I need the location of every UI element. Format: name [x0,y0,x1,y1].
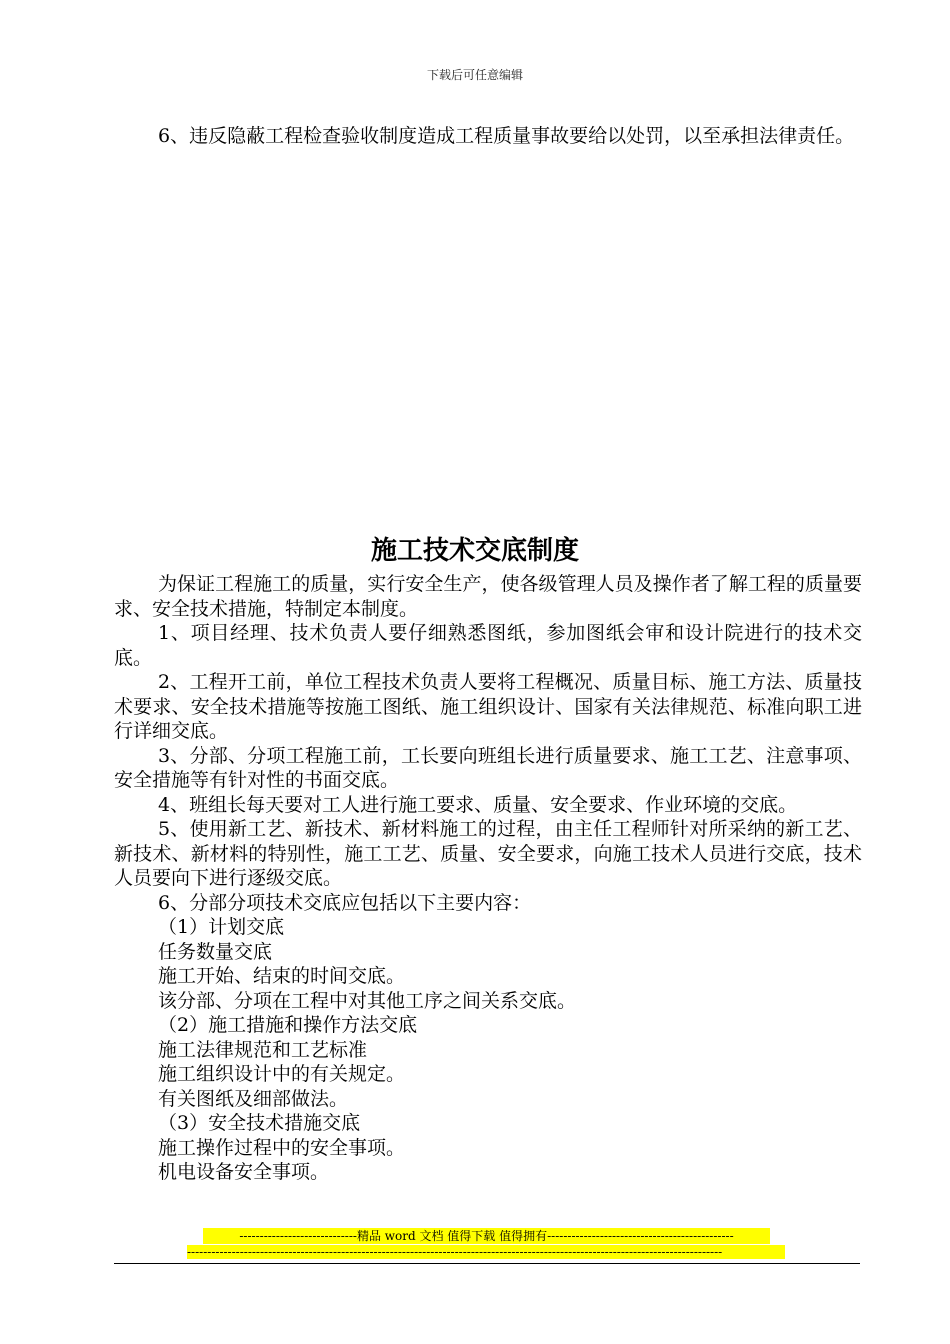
paragraph-4: 4、班组长每天要对工人进行施工要求、质量、安全要求、作业环境的交底。 [158,793,798,816]
footer-banner: -----------------------------精品 word 文档 值得下载 值得拥有---------------------------------------------- [203,1228,770,1244]
list-item: 施工操作过程中的安全事项。 [158,1136,406,1159]
paragraph-intro: 为保证工程施工的质量，实行安全生产，使各级管理人员及操作者了解工程的质量要求、安全技术措施，特制定本制度。 [114,573,862,620]
list-item: 有关图纸及细部做法。 [158,1087,349,1110]
list-item: 施工组织设计中的有关规定。 [158,1063,406,1085]
first-paragraph [114,124,862,149]
paragraph-2: 2、工程开工前，单位工程技术负责人要将工程概况、质量目标、施工方法、质量技术要求、安全技术措施等按施工图纸、施工组织设计、国家有关法律规范、标准向职工进行详细交底。 [114,671,862,742]
list-item: （1）计划交底 [158,916,285,938]
paragraph-6: 6、分部分项技术交底应包括以下主要内容： [158,891,532,914]
paragraph-3: 3、分部、分项工程施工前，工长要向班组长进行质量要求、施工工艺、注意事项、安全措施等有针对性的书面交底。 [114,744,862,791]
paragraph: 6、违反隐蔽工程检查验收制度造成工程质量事故要给以处罚，以至承担法律责任。 [158,125,855,147]
list-item: 机电设备安全事项。 [158,1161,330,1183]
list-item: （3）安全技术措施交底 [158,1112,361,1134]
list-item: 任务数量交底 [158,940,273,963]
list-item: 施工开始、结束的时间交底。 [158,965,406,987]
list-item: 该分部、分项在工程中对其他工序之间关系交底。 [158,989,577,1012]
footer-rule [114,1263,860,1264]
document-body [114,572,862,1185]
paragraph-5: 5、使用新工艺、新技术、新材料施工的过程，由主任工程师针对所采纳的新工艺、新技术、新材料的特别性，施工工艺、质量、安全要求，向施工技术人员进行交底，技术人员要向下进行逐级交底。 [114,818,862,889]
footer-dash-line: ------------------------------------------------------------------------------------------------------------------------------------ [187,1245,785,1259]
list-item: （2）施工措施和操作方法交底 [158,1014,418,1036]
list-item: 施工法律规范和工艺标准 [158,1038,368,1061]
paragraph-1: 1、项目经理、技术负责人要仔细熟悉图纸，参加图纸会审和设计院进行的技术交底。 [114,622,862,669]
document-title: 施工技术交底制度 [370,536,579,566]
page-header: 下载后可任意编辑 [426,68,523,82]
